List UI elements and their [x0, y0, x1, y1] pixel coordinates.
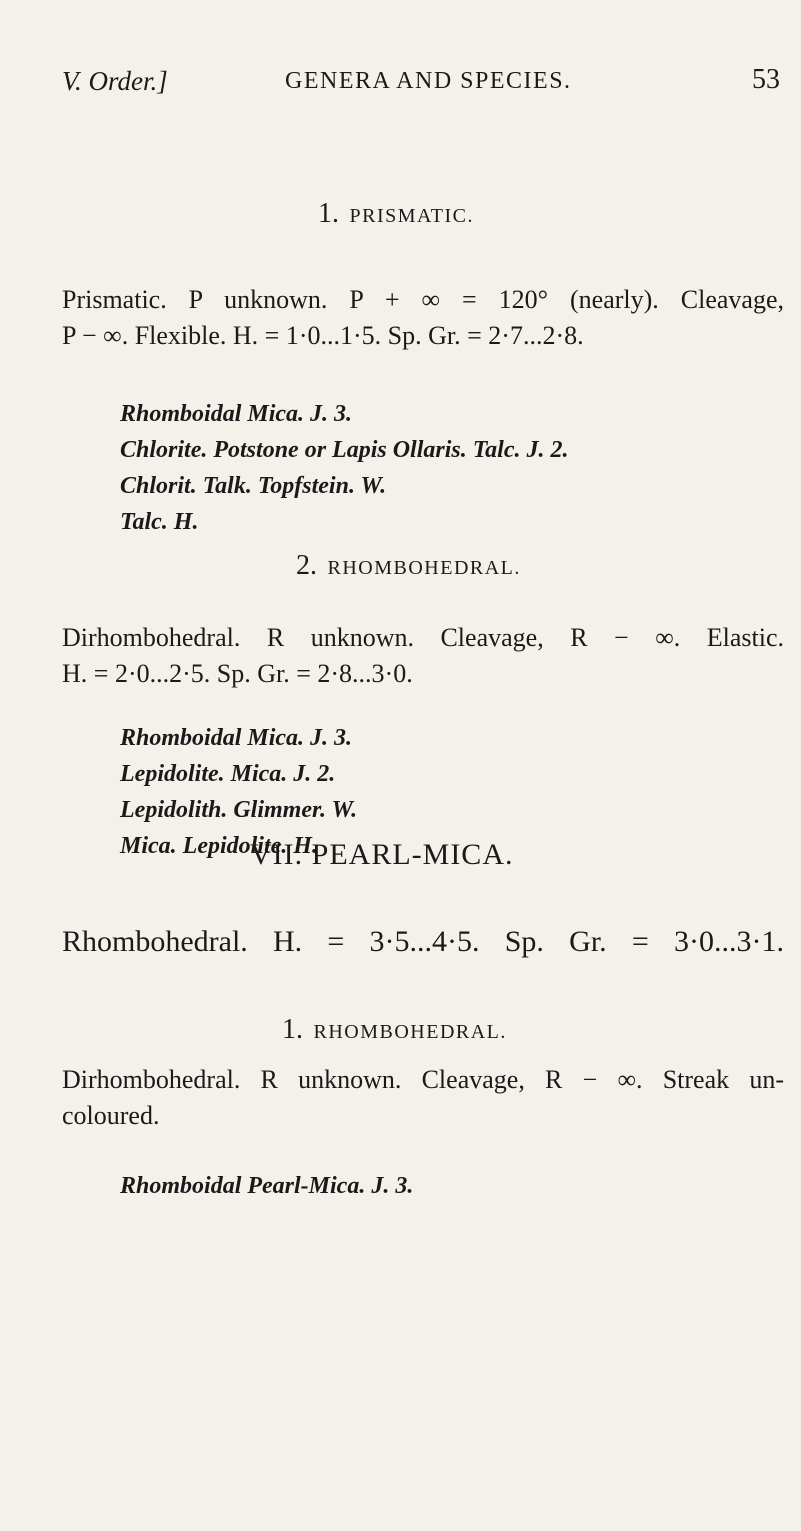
page-number: 53	[752, 64, 780, 95]
description-prismatic	[62, 282, 784, 354]
synonym-line: Lepidolith. Glimmer. W.	[120, 797, 358, 823]
running-head-title: GENERA AND SPECIES.	[285, 68, 572, 94]
synonym-line: Chlorit. Talk. Topfstein. W.	[120, 473, 387, 499]
synonym-line: Mica. Lepidolite. H.	[120, 833, 318, 859]
description-rhombohedral	[62, 620, 784, 692]
synonym-line: Rhomboidal Pearl-Mica. J. 3.	[120, 1173, 414, 1199]
synonym-line: Rhomboidal Mica. J. 3.	[120, 401, 353, 427]
description-line: Prismatic. P unknown. P + ∞ = 120° (nearly). Cleavage,	[62, 285, 784, 314]
section-title: PRISMATIC.	[349, 205, 474, 227]
section-heading-rhombohedral	[296, 550, 521, 582]
running-head-left: V. Order.]	[62, 66, 168, 96]
synonym-list-pearl-mica	[120, 1168, 413, 1204]
description-line: P − ∞. Flexible. H. = 1·0...1·5. Sp. Gr. = 2·7...2·8.	[62, 321, 584, 350]
description-line: Dirhombohedral. R unknown. Cleavage, R − ∞. Elastic.	[62, 623, 784, 652]
section-title: RHOMBOHEDRAL.	[313, 1021, 507, 1043]
section-number: 2.	[296, 550, 317, 581]
section-number: 1.	[282, 1014, 303, 1045]
section-title: RHOMBOHEDRAL.	[327, 557, 521, 579]
description-pearl-rhombohedral	[62, 1062, 784, 1134]
order-heading: VII. PEARL-MICA.	[250, 838, 514, 871]
description-line: coloured.	[62, 1101, 160, 1130]
section-number: 1.	[318, 198, 339, 229]
section-heading-prismatic	[318, 198, 474, 230]
section-heading-pearl-rhombohedral	[282, 1014, 507, 1046]
synonym-list-prismatic	[120, 396, 569, 540]
order-description	[62, 925, 784, 959]
description-line: H. = 2·0...2·5. Sp. Gr. = 2·8...3·0.	[62, 659, 413, 688]
description-line: Dirhombohedral. R unknown. Cleavage, R − ∞. Streak un-	[62, 1065, 784, 1094]
synonym-line: Chlorite. Potstone or Lapis Ollaris. Talc. J. 2.	[120, 437, 569, 463]
synonym-line: Rhomboidal Mica. J. 3.	[120, 725, 353, 751]
order-description-line: Rhombohedral. H. = 3·5...4·5. Sp. Gr. = 3·0...3·1.	[62, 925, 784, 958]
synonym-line: Lepidolite. Mica. J. 2.	[120, 761, 336, 787]
synonym-line: Talc. H.	[120, 509, 199, 535]
